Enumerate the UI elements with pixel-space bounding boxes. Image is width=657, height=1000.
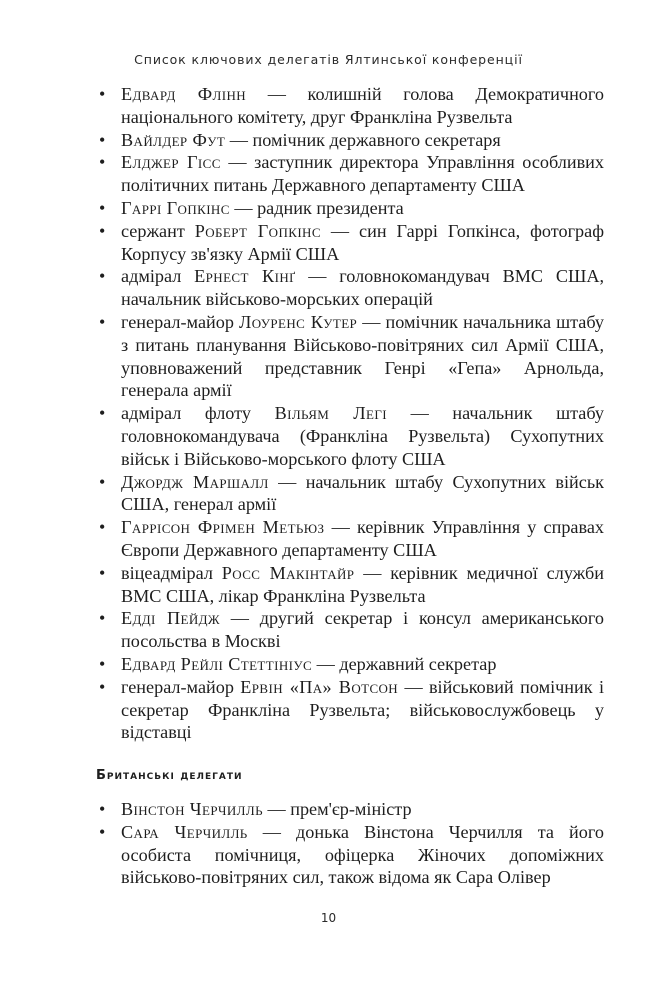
delegate-list-item — [96, 265, 604, 311]
delegate-name: Джордж Маршалл — [121, 471, 269, 492]
delegate-name: Едді Пейдж — [121, 608, 220, 629]
delegate-description: — син Гаррі Гопкінса, фотограф Корпусу зв'язку Армії США — [121, 220, 604, 264]
delegate-name: Ервін «Па» Вотсон — [240, 676, 399, 697]
delegate-rank: адмірал флоту — [121, 403, 275, 424]
running-head: Список ключових делегатів Ялтинської конференції — [134, 52, 523, 67]
delegate-rank: генерал-майор — [121, 311, 240, 332]
delegate-list-item — [96, 821, 604, 889]
delegate-name: Роберт Гопкінс — [194, 220, 321, 241]
delegate-rank: адмірал — [121, 266, 195, 287]
delegate-list-item — [96, 402, 604, 470]
delegate-name: Едвард Флінн — [121, 84, 247, 104]
british-delegates-list — [96, 798, 604, 889]
delegate-list-item — [96, 653, 604, 676]
delegate-list-item — [96, 129, 604, 152]
delegate-list-item — [96, 607, 604, 653]
delegate-description: — прем'єр-міністр — [262, 799, 412, 819]
delegate-description: — колишній голова Демократичного національного комітету, друг Франкліна Рузвельта — [121, 84, 604, 127]
delegate-description: — помічник державного секретаря — [225, 129, 501, 150]
delegate-list-item — [96, 151, 604, 197]
delegate-description: — помічник начальника штабу з питань планування Військово-повітряних сил Армії США, уповноважений представник Генрі «Гепа» Арнольда, генерала армії — [121, 311, 604, 401]
delegate-description: — радник президента — [229, 197, 404, 218]
delegate-name: Лоуренс Кутер — [239, 311, 358, 332]
delegate-description: — державний секретар — [312, 653, 497, 674]
delegate-description: — військовий помічник і секретар Франкліна Рузвельта; військовослужбовець у відставці — [121, 676, 604, 743]
delegate-name: Гаррісон Фрімен Метьюз — [121, 517, 325, 538]
delegate-rank: сержант — [121, 220, 195, 241]
delegate-list-item — [96, 471, 604, 517]
delegate-name: Сара Черчилль — [121, 821, 248, 842]
delegate-name: Вільям Легі — [274, 403, 387, 424]
delegate-description: — начальник штабу головнокомандувача (Франкліна Рузвельта) Сухопутних військ і Військово-морського флоту США — [121, 403, 604, 469]
delegate-list-item — [96, 83, 604, 129]
us-delegates-list — [96, 83, 604, 744]
delegate-name: Вінстон Черчилль — [121, 799, 263, 819]
delegate-description: — донька Вінстона Черчилля та його особиста помічниця, офіцерка Жіночих допоміжних військово-повітряних сил, також відома як Сара Олівер — [121, 821, 604, 888]
delegate-name: Елджер Гісс — [121, 152, 221, 173]
delegate-list-item — [96, 220, 604, 266]
delegate-description: — керівник Управління у справах Європи Державного департаменту США — [121, 517, 604, 560]
delegate-name: Вайлдер Фут — [121, 129, 226, 150]
delegate-name: Ернест Кінґ — [194, 266, 296, 287]
section-heading-british: Британські делегати — [96, 768, 243, 783]
delegate-rank: віцеадмірал — [121, 562, 222, 583]
delegate-list-item — [96, 197, 604, 220]
delegate-name: Гаррі Гопкінс — [121, 197, 230, 218]
delegate-name: Едвард Рейлі Стеттініус — [121, 653, 313, 674]
delegate-description: — заступник директора Управління особливих політичних питань Державного департаменту США — [121, 152, 605, 196]
delegate-description: — керівник медичної служби ВМС США, лікар Франкліна Рузвельта — [121, 562, 604, 606]
delegate-description: — головнокомандувач ВМС США, начальник військово-морських операцій — [121, 266, 604, 310]
delegate-rank: генерал-майор — [121, 676, 241, 697]
delegate-list-item — [96, 562, 604, 608]
page-number: 10 — [320, 911, 337, 925]
delegate-description: — другий секретар і консул американського посольства в Москві — [121, 608, 605, 652]
delegate-description: — начальник штабу Сухопутних військ США, генерал армії — [121, 471, 604, 515]
delegate-name: Росс Макінтайр — [221, 562, 355, 583]
delegate-list-item — [96, 516, 604, 562]
delegate-list-item — [96, 311, 604, 402]
delegate-list-item — [96, 676, 604, 744]
delegate-list-item — [96, 798, 604, 821]
